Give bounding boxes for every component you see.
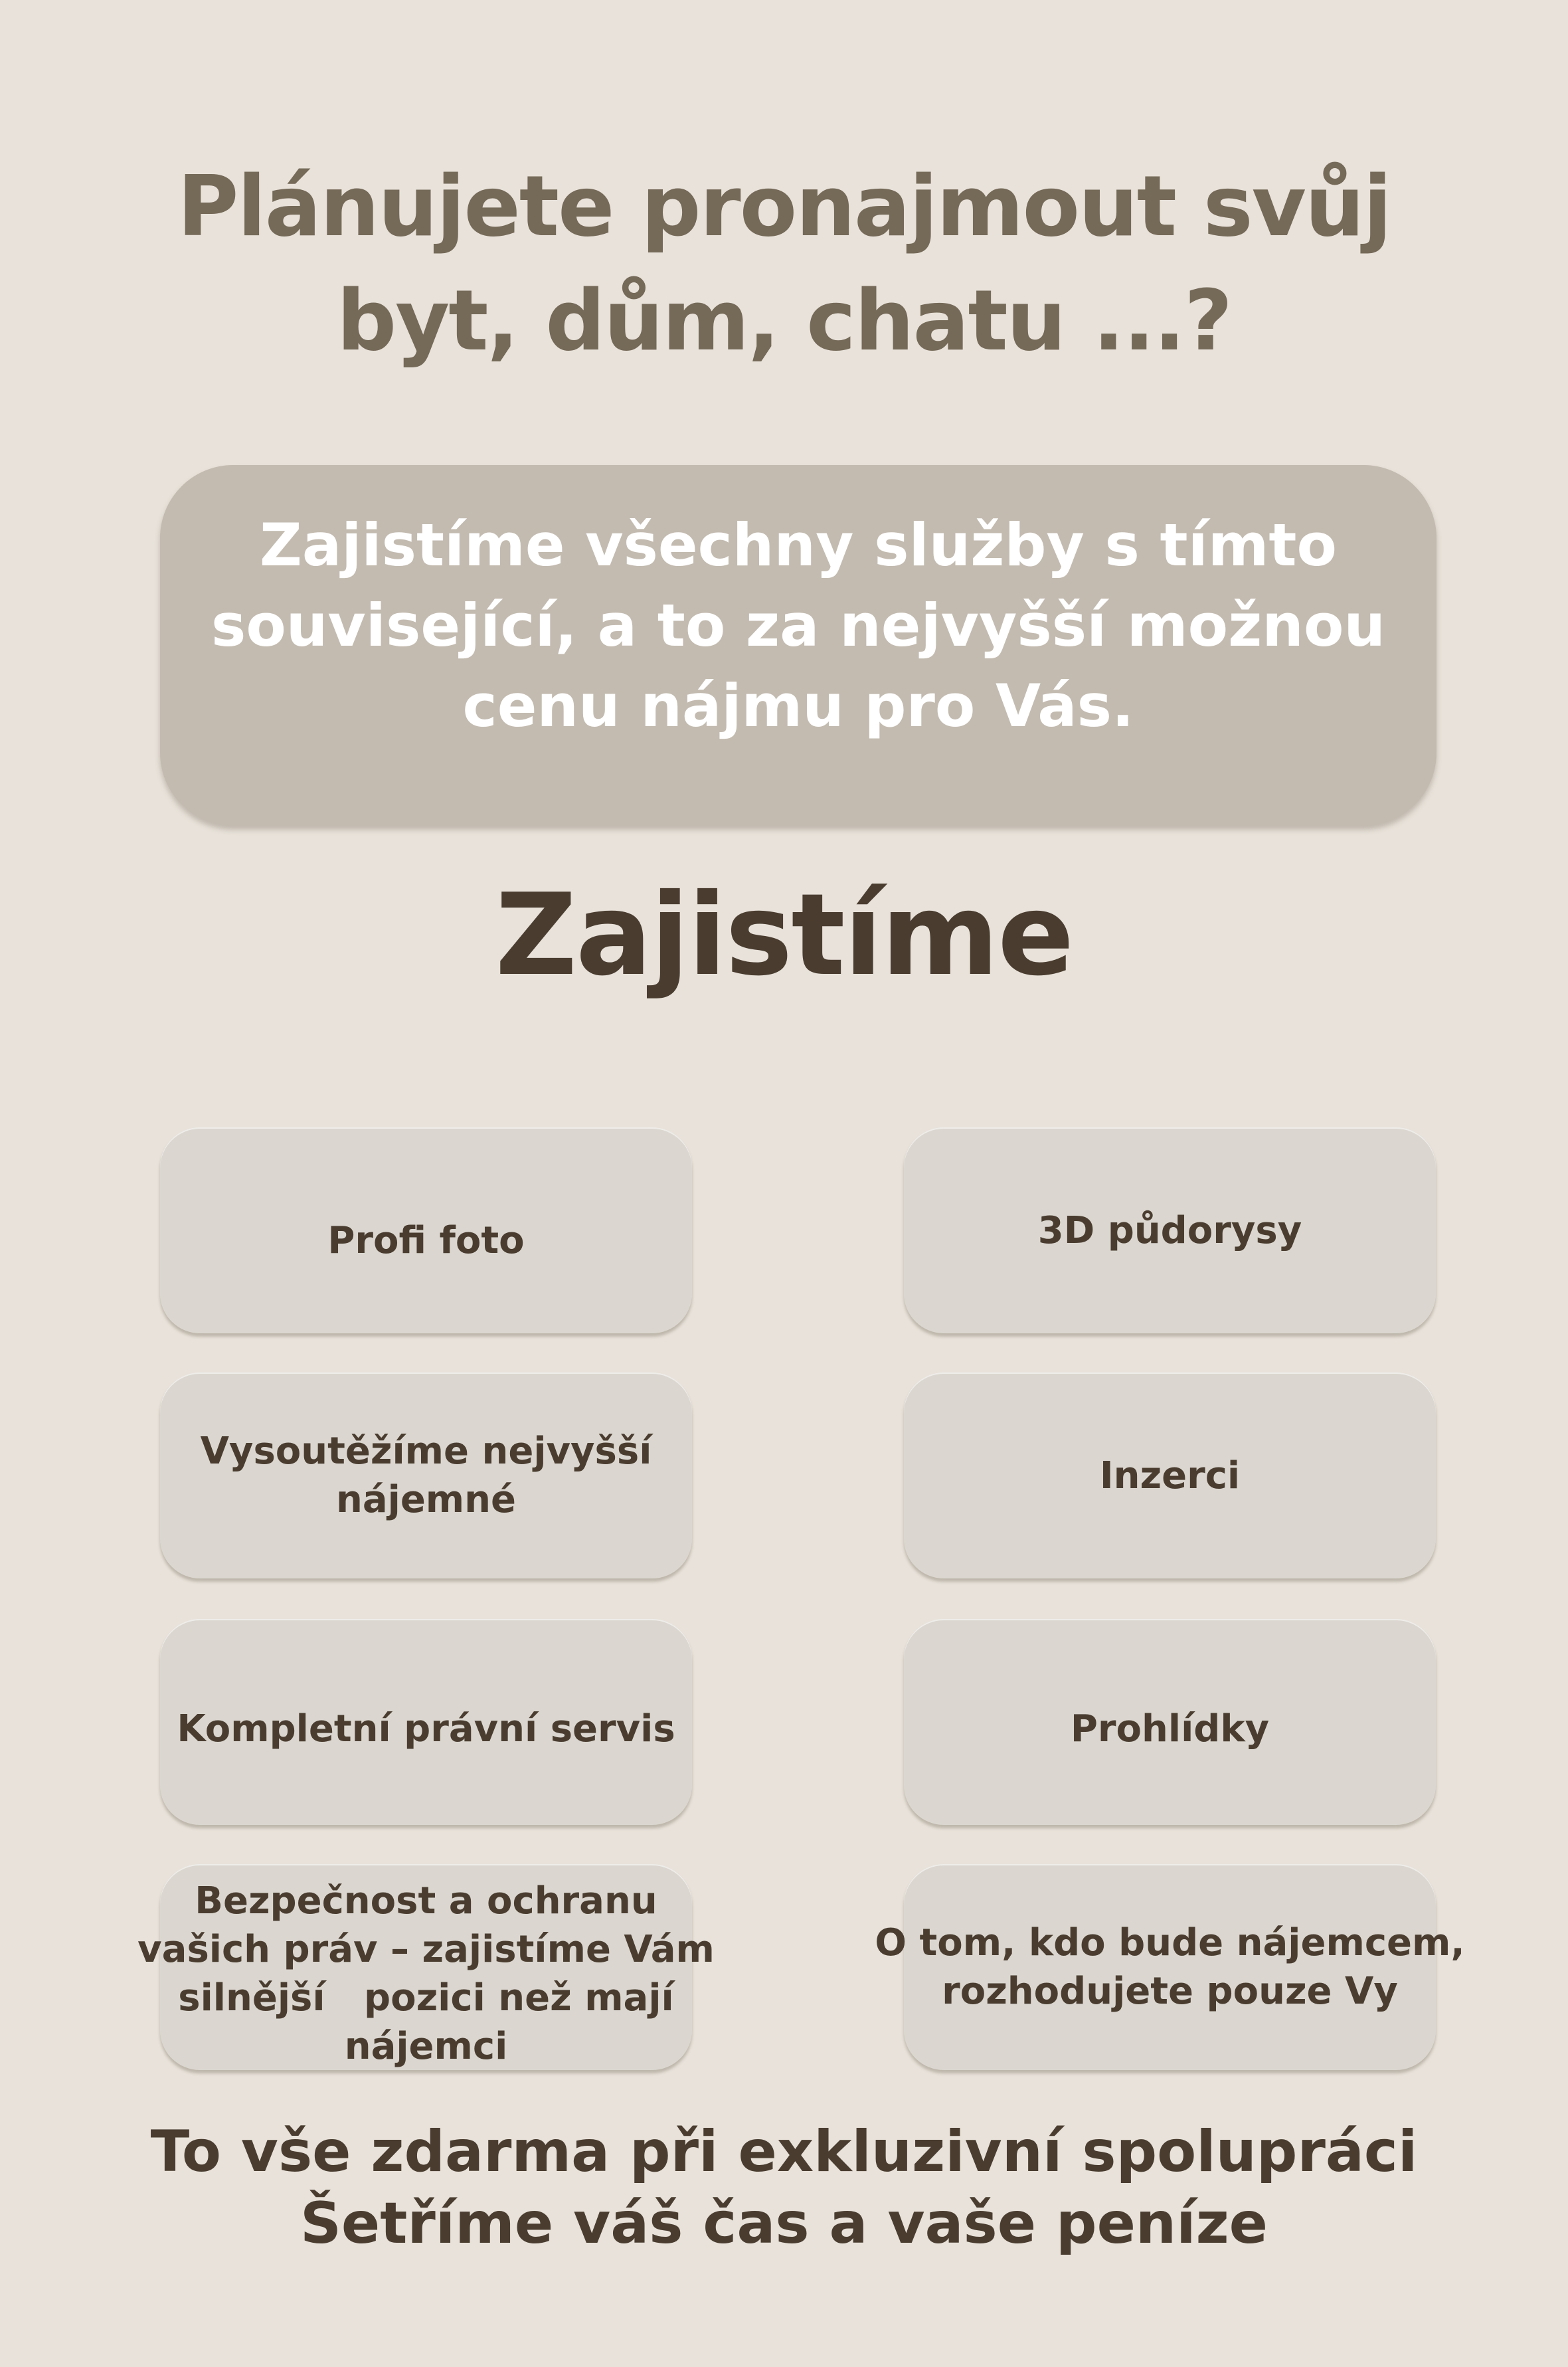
headline-line-2: byt, dům, chatu ...? [336, 272, 1232, 369]
service-card-najemne [160, 1373, 692, 1578]
footer-line-2: Šetříme váš čas a vaše peníze [300, 2190, 1268, 2257]
banner-line-2: související, a to za nejvyšší možnou [211, 591, 1386, 660]
footer-line-1: To vše zdarma při exkluzivní spolupráci [150, 2119, 1418, 2185]
service-label: Kompletní právní servis [177, 1707, 675, 1751]
service-label: 3D půdorysy [1037, 1208, 1302, 1252]
service-label: rozhodujete pouze Vy [942, 1970, 1398, 2013]
service-card-vyber-najemce [875, 1864, 1465, 2070]
service-label: O tom, kdo bude nájemcem, [875, 1921, 1465, 1964]
intro-banner [160, 465, 1437, 826]
service-card-bezpecnost [137, 1864, 715, 2070]
service-label: Prohlídky [1070, 1707, 1270, 1751]
service-card-3d-pudorysy [904, 1127, 1436, 1333]
service-card-prohlidky [904, 1619, 1436, 1825]
service-label: vašich práv – zajistíme Vám [137, 1928, 715, 1971]
service-label: nájemné [335, 1478, 516, 1521]
headline-line-1: Plánujete pronajmout svůj [177, 157, 1391, 255]
service-label: Vysoutěžíme nejvyšší [200, 1430, 652, 1473]
service-label: nájemci [344, 2025, 508, 2068]
service-label: Bezpečnost a ochranu [195, 1879, 657, 1923]
service-card-inzerce [904, 1373, 1436, 1578]
banner-line-3: cenu nájmu pro Vás. [462, 672, 1134, 740]
banner-line-1: Zajistíme všechny služby s tímto [260, 511, 1337, 579]
service-label: silnější pozici než mají [178, 1976, 674, 2020]
service-label: Profi foto [327, 1218, 525, 1262]
section-title: Zajistíme [495, 870, 1073, 1001]
service-card-profi-foto [160, 1127, 692, 1333]
service-label: Inzerci [1099, 1454, 1241, 1497]
footer-tagline [0, 2116, 1568, 2259]
service-card-pravni-servis [160, 1619, 692, 1825]
headline [0, 149, 1568, 378]
